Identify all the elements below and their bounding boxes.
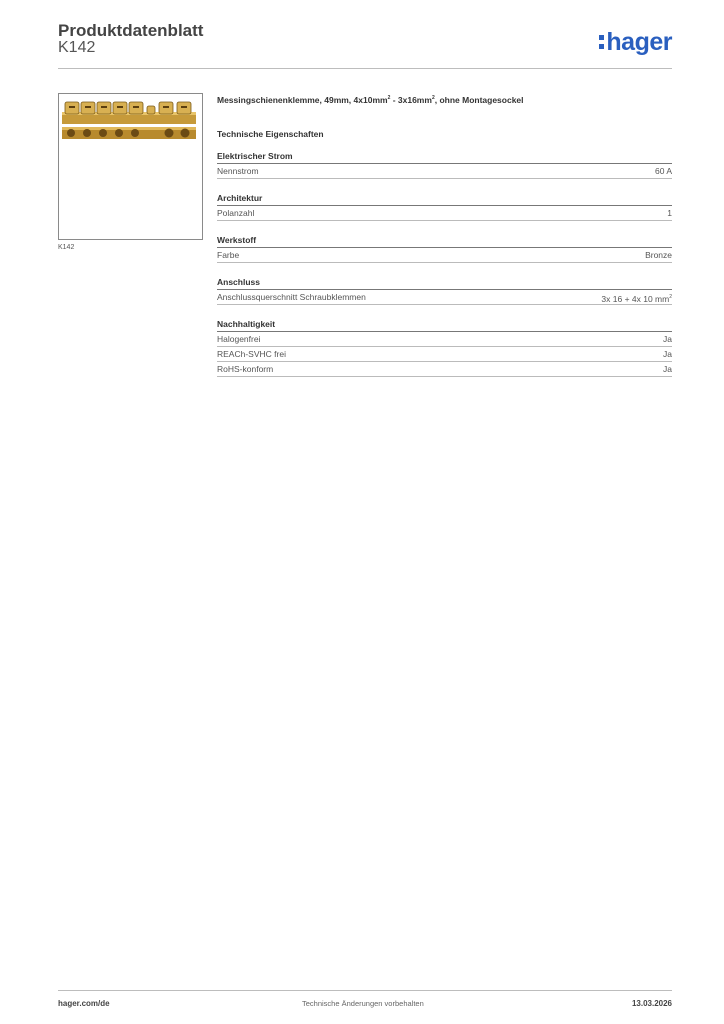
property-label: REACh-SVHC frei (217, 349, 286, 359)
property-label: Polanzahl (217, 208, 255, 218)
group-werkstoff (217, 235, 672, 263)
property-label: Halogenfrei (217, 334, 261, 344)
property-value: 1 (667, 208, 672, 218)
footer-website-link[interactable]: hager.com/de (58, 999, 110, 1008)
property-value: Ja (663, 364, 672, 374)
property-row (217, 332, 672, 347)
terminal-block-image (59, 94, 202, 239)
property-row (217, 206, 672, 221)
property-value: 60 A (654, 166, 672, 176)
property-row (217, 164, 672, 179)
group-title: Elektrischer Strom (217, 151, 672, 164)
property-value: Ja (663, 349, 672, 359)
property-label: Anschlussquerschnitt Schraubklemmen (217, 292, 366, 302)
property-label: RoHS-konform (217, 364, 274, 374)
property-row (217, 248, 672, 263)
logo-text: hager (606, 28, 672, 56)
property-value: 3x 16 + 4x 10 $mm^2$ (601, 293, 672, 304)
group-nachhaltigkeit (217, 319, 672, 377)
property-row (217, 362, 672, 377)
product-image-frame (58, 93, 203, 240)
main-content (217, 95, 672, 391)
group-title: Werkstoff (217, 235, 672, 248)
image-caption: K142 (58, 244, 75, 251)
section-title: Technische Eigenschaften (217, 129, 324, 139)
header-divider (58, 68, 672, 69)
product-code: K142 (58, 39, 96, 56)
group-title: Anschluss (217, 277, 672, 290)
group-architektur (217, 193, 672, 221)
property-value: Bronze (645, 250, 672, 260)
logo-dots-icon (599, 35, 604, 49)
group-title: Nachhaltigkeit (217, 319, 672, 332)
footer-divider (58, 990, 672, 991)
property-label: Nennstrom (217, 166, 259, 176)
group-anschluss (217, 277, 672, 305)
page-title: Produktdatenblatt (58, 21, 204, 40)
property-row (217, 347, 672, 362)
property-value: Ja (663, 334, 672, 344)
property-row (217, 290, 672, 305)
group-title: Architektur (217, 193, 672, 206)
footer-notice: Technische Änderungen vorbehalten (302, 999, 424, 1008)
footer-date: 13.03.2026 (631, 999, 672, 1008)
property-label: Farbe (217, 250, 240, 260)
product-description: Messingschienenklemme, 49mm, $4x10mm^2 - 3x16mm^2$, ohne Montagesockel (217, 95, 524, 105)
group-elektrischer-strom (217, 151, 672, 179)
hager-logo[interactable] (599, 28, 672, 57)
